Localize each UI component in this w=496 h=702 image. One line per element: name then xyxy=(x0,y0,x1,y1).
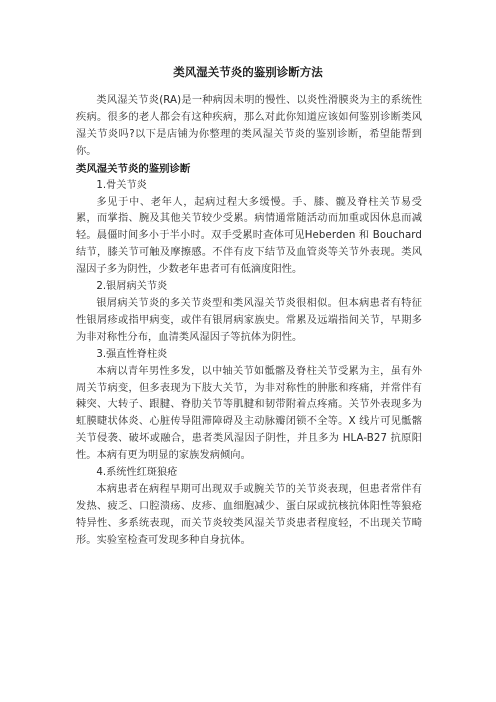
intro-paragraph: 类风湿关节炎(RA)是一种病因未明的慢性、以炎性滑膜炎为主的系统性疾病。很多的老人都会有这种疾病，那么对此你知道应该如何鉴别诊断类风湿关节炎吗?以下是店铺为你整理的类风湿关节炎的鉴别诊断，希望能帮到你。 xyxy=(76,95,422,157)
item-body-osteoarthritis: 多见于中、老年人，起病过程大多缓慢。手、膝、髋及脊柱关节易受累，而掌指、腕及其他关节较少受累。病情通常随活动而加重或因休息而减轻。晨僵时间多小于半小时。双手受累时查体可见Heberden 和 Bouchard 结节，膝关节可触及摩擦感。不伴有皮下结节及血管炎等关节外表现。类风湿因子多为阴性，少数老年患者可有低滴度阳性。 xyxy=(76,196,422,276)
item-body-lupus: 本病患者在病程早期可出现双手或腕关节的关节炎表现，但患者常伴有发热、疲乏、口腔溃疡、皮疹、血细胞减少、蛋白尿或抗核抗体阳性等狼疮特异性、多系统表现，而关节炎较类风湿关节炎患者程度轻，不出现关节畸形。实验室检查可发现多种自身抗体。 xyxy=(76,483,422,546)
item-heading-ankylosing-spondylitis: 3.强直性脊柱炎 xyxy=(96,348,168,360)
item-heading-lupus: 4.系统性红斑狼疮 xyxy=(96,467,178,479)
item-body-ankylosing-spondylitis: 本病以青年男性多发，以中轴关节如骶髂及脊柱关节受累为主，虽有外周关节病变，但多表现为下肢大关节，为非对称性的肿胀和疼痛，并常伴有棘突、大转子、跟腱、脊肋关节等肌腱和韧带附着点疼痛。关节外表现多为虹膜睫状体炎、心脏传导阻滞障碍及主动脉瓣闭锁不全等。X 线片可见骶髂关节侵袭、破坏或融合，患者类风湿因子阴性，并且多为 HLA-B27 抗原阳性。本病有更为明显的家族发病倾向。 xyxy=(76,365,422,462)
item-heading-psoriatic-arthritis: 2.银屑病关节炎 xyxy=(96,281,168,293)
item-heading-osteoarthritis: 1.骨关节炎 xyxy=(96,179,147,191)
document-body xyxy=(76,93,422,550)
item-body-psoriatic-arthritis: 银屑病关节炎的多关节炎型和类风湿关节炎很相似。但本病患者有特征性银屑疹或指甲病变，或伴有银屑病家族史。常累及远端指间关节，早期多为非对称性分布，血清类风湿因子等抗体为阴性。 xyxy=(76,297,422,343)
section-heading: 类风湿关节炎的鉴别诊断 xyxy=(76,162,191,175)
document-title: 类风湿关节炎的鉴别诊断方法 xyxy=(173,65,323,79)
